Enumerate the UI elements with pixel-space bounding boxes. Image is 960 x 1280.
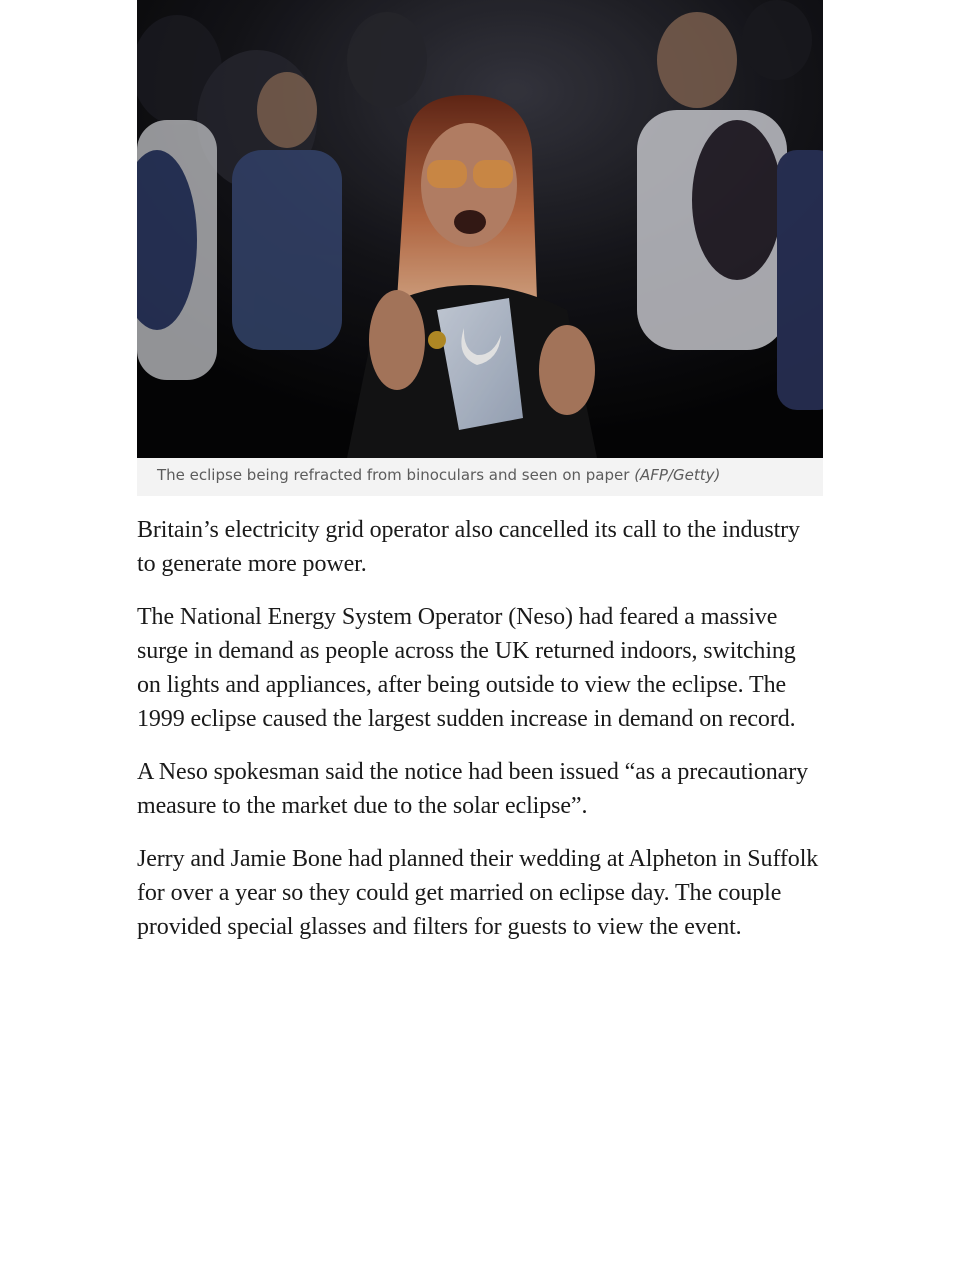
caption-credit: (AFP/Getty): [634, 466, 721, 484]
paragraph-1: Britain’s electricity grid operator also cancelled its call to the industry to generate more power.: [137, 517, 800, 577]
figure-caption: [137, 458, 823, 496]
eclipse-crowd-photo[interactable]: [137, 0, 823, 458]
paragraph-2: The National Energy System Operator (Neso) had feared a massive surge in demand as people across the UK returned indoors, switching on lights and appliances, after being outside to view the eclipse. The 1999 eclipse caused the largest sudden increase in demand on record.: [137, 604, 796, 732]
photo-illustration: [137, 0, 823, 458]
article-body: [137, 0, 823, 963]
article-text: [137, 513, 823, 944]
paragraph-3: A Neso spokesman said the notice had been issued “as a precautionary measure to the market due to the solar eclipse”.: [137, 759, 808, 819]
paragraph-4: Jerry and Jamie Bone had planned their wedding at Alpheton in Suffolk for over a year so they could get married on eclipse day. The couple provided special glasses and filters for guests to view the event.: [137, 846, 819, 940]
caption-text: The eclipse being refracted from binoculars and seen on paper: [157, 466, 635, 484]
article-figure: [137, 0, 823, 496]
